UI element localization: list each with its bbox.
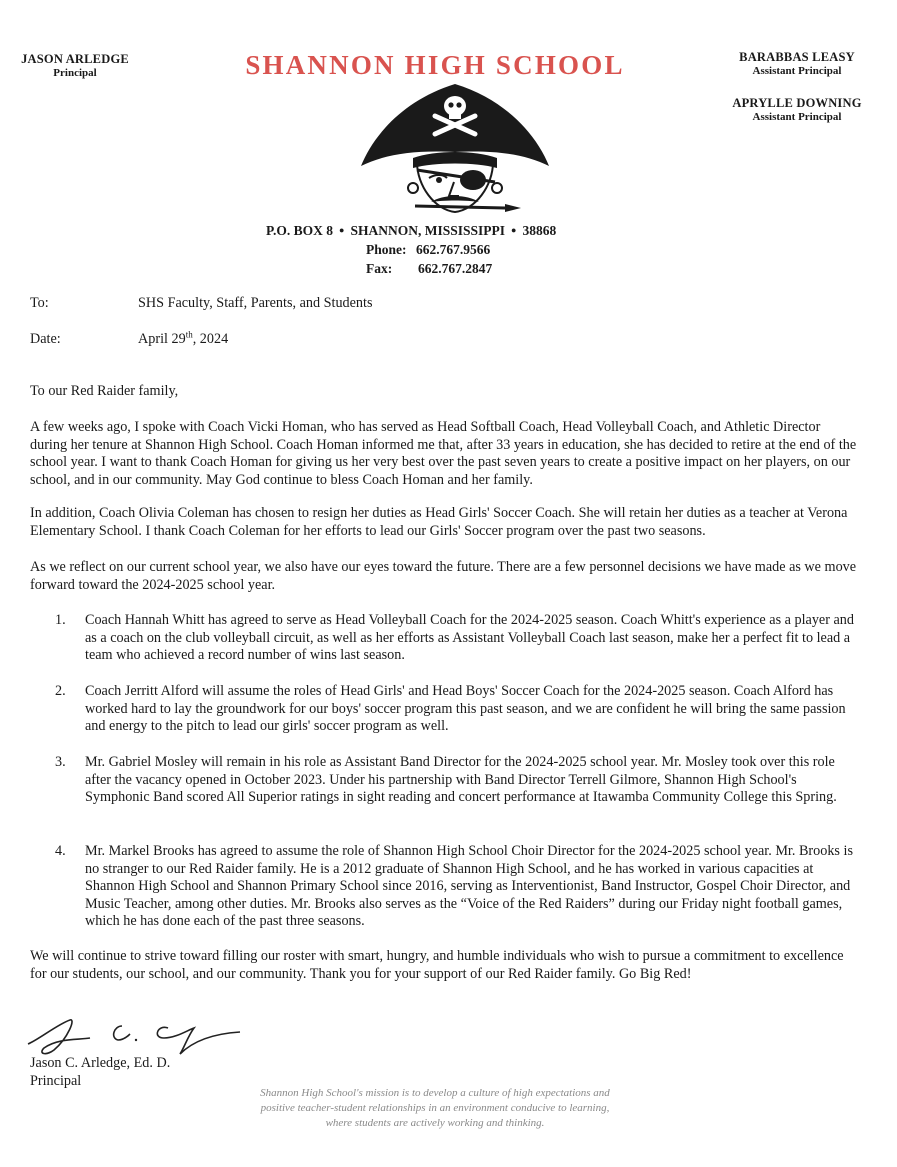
address-line (266, 223, 556, 239)
principal-block (10, 52, 140, 79)
date-suffix: th (185, 329, 193, 340)
assistant-principal-name: APRYLLE DOWNING (732, 96, 862, 110)
phone-label: Phone: (366, 242, 407, 257)
fax-number: 662.767.2847 (418, 261, 493, 276)
date-label: Date: (30, 331, 61, 347)
mission-line: where students are actively working and thinking. (325, 1117, 545, 1129)
address-zip: 38868 (522, 223, 557, 238)
list-item-text: Coach Hannah Whitt has agreed to serve as Head Volleyball Coach for the 2024-2025 season. Coach Whitt's experience as a player and as a coach on the club volleyball circuit, as well as her efforts as Assistant Volleyball Coach last season, make her a perfect fit to lead a team who achieved a record number of wins last season. (85, 612, 854, 664)
assistant-principal-title: Assistant Principal (752, 111, 842, 123)
mission-line: Shannon High School's mission is to develop a culture of high expectations and (260, 1087, 610, 1099)
list-item-number: 4. (55, 843, 66, 859)
greeting: To our Red Raider family, (30, 383, 179, 399)
pirate-mascot-logo (355, 78, 555, 218)
signature (18, 1010, 248, 1060)
to-label: To: (30, 295, 49, 311)
paragraph-3: As we reflect on our current school year, we also have our eyes toward the future. There are a few personnel decisions we have made as we move forward toward the 2024-2025 school year. (30, 559, 857, 593)
mission-statement (230, 1086, 640, 1131)
bullet-icon: ● (339, 225, 345, 235)
assistant-principal-title: Assistant Principal (752, 65, 842, 77)
address-city: SHANNON, MISSISSIPPI (350, 223, 505, 238)
mission-line: positive teacher-student relationships in an environment conducive to learning, (260, 1102, 610, 1114)
bullet-icon: ● (511, 225, 517, 235)
list-item-text: Mr. Markel Brooks has agreed to assume the role of Shannon High School Choir Director for the 2024-2025 school year. Mr. Brooks is no stranger to our Red Raider family. He is a 2012 graduate of Shannon High School, and he has worked in various capacities at Shannon High School and Shannon Primary School since 2016, serving as Interventionist, Band Instructor, Gospel Choir Director, and Music Teacher, among other duties. Mr. Brooks also serves as the “Voice of the Red Raiders” during our Friday night football games, which he has done each of the past three seasons. (85, 843, 853, 930)
memo-date (138, 331, 228, 349)
assistant-principal-name: BARABBAS LEASY (739, 50, 855, 64)
closing-paragraph: We will continue to strive toward filling our roster with smart, hungry, and humble individuals who wish to pursue a commitment to excellence for our students, our school, and our community. Thank you for your support of our Red Raider family. Go Big Red! (30, 948, 844, 982)
paragraph-1: A few weeks ago, I spoke with Coach Vicki Homan, who has served as Head Softball Coach, Head Volleyball Coach, and Athletic Director during her tenure at Shannon High School. Coach Homan informed me that, after 33 years in education, she has decided to retire at the end of the school year. I want to thank Coach Homan for giving us her very best over the past seven years to create a positive impact on her players, on our school, and in our community. May God continue to bless Coach Homan and her family. (30, 419, 857, 488)
list-item-number: 2. (55, 683, 66, 699)
list-item-number: 1. (55, 612, 66, 628)
assistant-principal-block-1 (712, 50, 882, 77)
phone-number: 662.767.9566 (416, 242, 491, 257)
list-item-text: Coach Jerritt Alford will assume the roles of Head Girls' and Head Boys' Soccer Coach for the 2024-2025 season. Coach Alford has worked hard to lay the groundwork for our boys' soccer program this past season, and we are confident he will bring the same passion and energy to the pitch to lead our girls' soccer program as well. (85, 683, 846, 735)
fax-label: Fax: (366, 261, 393, 276)
fax-line (366, 261, 492, 277)
signer-name: Jason C. Arledge, Ed. D. (30, 1055, 171, 1071)
list-item-number: 3. (55, 754, 66, 770)
assistant-principal-block-2 (712, 96, 882, 123)
phone-line (366, 242, 490, 258)
date-year: , 2024 (192, 331, 229, 347)
paragraph-2: In addition, Coach Olivia Coleman has chosen to resign her duties as Head Girls' Soccer Coach. She will retain her duties as a teacher at Verona Elementary School. I thank Coach Coleman for her efforts to lead our Girls' Soccer program over the past two seasons. (30, 505, 848, 539)
list-item-text: Mr. Gabriel Mosley will remain in his role as Assistant Band Director for the 2024-2025 school year. Mr. Mosley took over this role after the vacancy opened in October 2023. Under his partnership with Band Director Terrell Gilmore, Shannon High School's Symphonic Band scored All Superior ratings in sight reading and concert performance at Itawamba Community College this Spring. (85, 754, 837, 806)
date-month-day: April 29 (138, 331, 186, 347)
principal-title: Principal (53, 67, 97, 79)
to-recipients: SHS Faculty, Staff, Parents, and Students (138, 295, 373, 311)
school-name: SHANNON HIGH SCHOOL (245, 50, 625, 80)
address-box: P.O. BOX 8 (266, 223, 334, 238)
signer-title: Principal (30, 1073, 82, 1089)
principal-name: JASON ARLEDGE (21, 52, 129, 66)
